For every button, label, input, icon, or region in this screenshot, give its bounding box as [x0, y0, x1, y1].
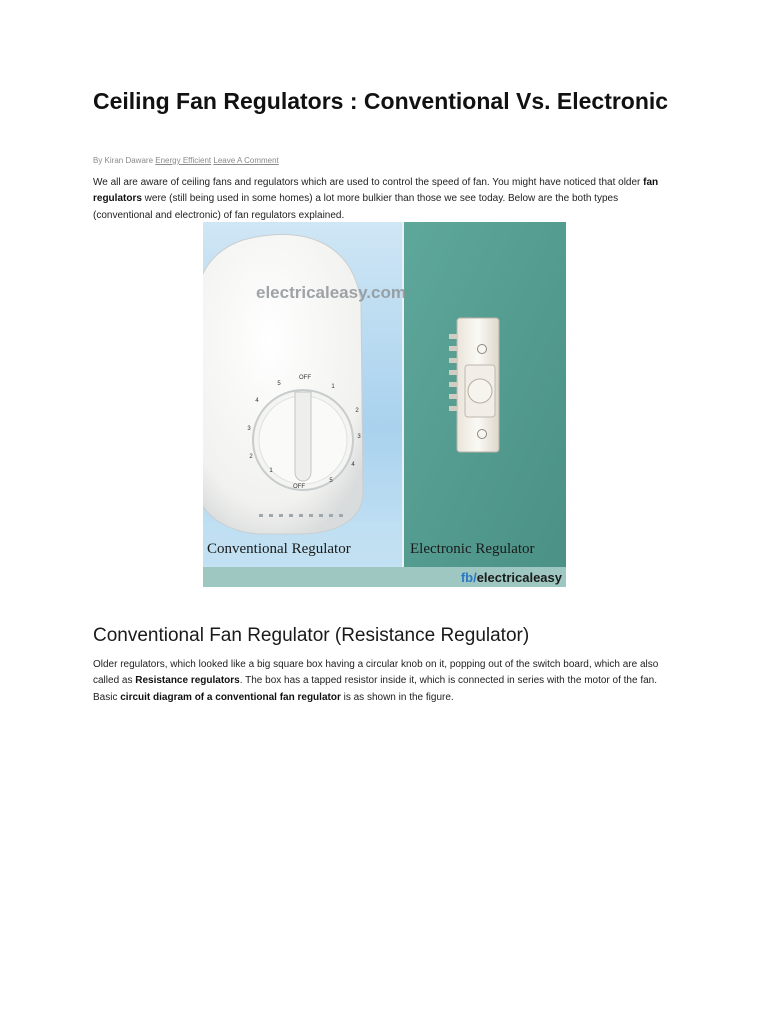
section-heading: Conventional Fan Regulator (Resistance Regulator) [93, 625, 530, 646]
dial-number-right-2: 2 [355, 408, 359, 414]
footer-brand [461, 570, 563, 585]
electronic-caption: Electronic Regulator [410, 541, 535, 557]
section-text-2: . The box has a tapped resistor inside it, which is connected in series with the motor of the fan. Basic [93, 675, 658, 703]
intro-bold-fan-regulators: fan regulators [93, 177, 659, 205]
electronic-knob [468, 379, 492, 403]
footer-brand-name: electricaleasy [476, 570, 562, 585]
dial-number-left-2: 2 [249, 454, 253, 460]
conventional-caption: Conventional Regulator [207, 541, 351, 557]
category-link[interactable]: Energy Efficient [155, 156, 212, 165]
dial-number-right-3: 3 [357, 434, 361, 440]
vent-slots [259, 514, 343, 517]
screw-hole-bottom [478, 430, 487, 439]
dial-number-right-1: 1 [331, 384, 335, 390]
section-text-1: Older regulators, which looked like a big square box having a circular knob on it, popping out of the switch board, which are also called as [93, 659, 659, 687]
intro-text-2: were (still being used in some homes) a lot more bulkier than those we see today. Below are the both types (conventional and electronic) of fan regulators explained. [93, 193, 619, 221]
dial-number-left-3: 3 [247, 426, 251, 432]
article-title: Ceiling Fan Regulators : Conventional Vs. Electronic [93, 88, 669, 114]
dial-number-right-4: 4 [351, 462, 355, 468]
section-bold-resistance-regulators: Resistance regulators [135, 675, 240, 687]
conventional-regulator-body [203, 234, 363, 534]
regulator-comparison-image [203, 222, 566, 587]
author-name: By Kiran Daware [93, 156, 154, 165]
dial-number-left-1: 1 [269, 468, 273, 474]
dial-number-left-4: 4 [255, 398, 259, 404]
footer-prefix: fb/ [460, 570, 477, 585]
dial-number-left-5: 5 [277, 381, 281, 387]
dial-label-off-top: OFF [299, 375, 311, 381]
dial-knob [295, 392, 311, 481]
section-bold-circuit-diagram: circuit diagram of a conventional fan regulator [120, 691, 341, 703]
intro-paragraph [93, 175, 671, 224]
intro-text-1: We all are aware of ceiling fans and regulators which are used to control the speed of fan. You might have noticed that older [93, 177, 644, 188]
dial-number-right-5: 5 [329, 478, 333, 484]
screw-hole-top [478, 345, 487, 354]
comment-link[interactable]: Leave A Comment [213, 156, 279, 165]
byline [93, 156, 279, 165]
section-paragraph [93, 657, 671, 706]
watermark-text: electricaleasy.com [256, 283, 406, 302]
section-text-3: is as shown in the figure. [340, 691, 454, 703]
dial-label-off-bottom: OFF [293, 484, 305, 490]
